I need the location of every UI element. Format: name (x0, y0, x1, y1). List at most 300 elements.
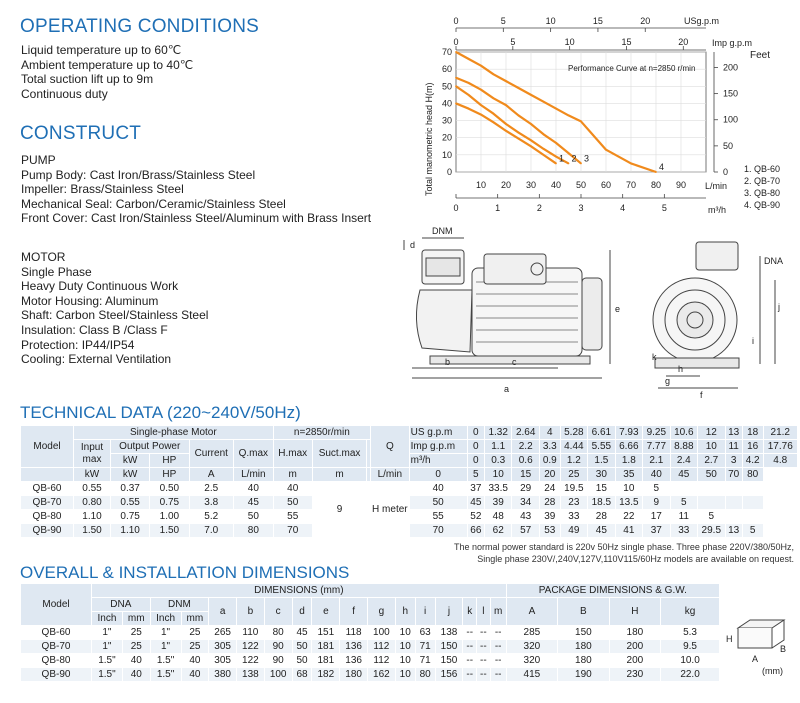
series-point (493, 97, 495, 99)
dh-col: H (609, 598, 660, 626)
chart-usgpm-label: USg.p.m (684, 16, 720, 26)
box-label-h: H (726, 634, 733, 644)
chart-grid (456, 28, 718, 198)
cell: 40 (643, 468, 670, 482)
usgpm-tick-label: 15 (592, 16, 603, 26)
dim-cell: 1" (150, 626, 181, 640)
th-impgpm: Imp g.p.m (409, 440, 467, 454)
tech-head-cell: 70 (409, 524, 467, 538)
y-tick-label: 20 (441, 132, 452, 143)
cell: 0 (467, 454, 484, 468)
cell: 13 (725, 426, 742, 440)
tech-cell-hp: 1.50 (150, 524, 189, 538)
tech-head-cell: 43 (512, 510, 539, 524)
dim-cell: 63 (415, 626, 435, 640)
tech-head-cell (725, 482, 742, 496)
pump-line: PUMP (21, 153, 56, 167)
cell: 4.44 (560, 440, 587, 454)
dim-cell: -- (463, 626, 477, 640)
dh-col: k (463, 598, 477, 626)
tech-head-cell (698, 482, 725, 496)
dim-cell: 380 (209, 668, 237, 682)
cell: 0 (467, 426, 484, 440)
th-suct: Suct.max (312, 440, 367, 468)
y-tick-label: 60 (441, 64, 452, 75)
tech-cell-hp: 0.50 (150, 482, 189, 496)
tech-head-cell: 40 (409, 482, 467, 496)
legend-item-qb90: 4. QB-90 (744, 200, 781, 210)
cell: 6.61 (588, 426, 615, 440)
tech-head-cell: 52 (467, 510, 484, 524)
dh-col: a (209, 598, 237, 626)
series-point (468, 58, 470, 60)
tech-head-cell (742, 482, 763, 496)
cell: 0.6 (512, 454, 539, 468)
tech-row (21, 524, 798, 538)
series-end-label: 3 (584, 153, 590, 164)
tech-head-cell: 53 (539, 524, 560, 538)
dim-cell: 151 (312, 626, 340, 640)
tech-head-cell: 39 (539, 510, 560, 524)
motor-line: MOTOR (21, 250, 66, 264)
series-point (505, 80, 507, 82)
dim-cell: 180 (558, 654, 609, 668)
cell: 4.8 (763, 454, 798, 468)
tech-head-cell: 10 (615, 482, 642, 496)
dim-cell: 230 (609, 668, 660, 682)
tech-cell-model: QB-70 (21, 496, 74, 510)
dim-cell: 10.0 (661, 654, 720, 668)
dh-dims: DIMENSIONS (mm) (92, 584, 507, 598)
th-input: Input max (74, 440, 111, 468)
dim-cell: 180 (340, 668, 368, 682)
impgpm-tick-label: 20 (678, 37, 689, 47)
cell: 1.8 (615, 454, 642, 468)
dim-cell: 40 (181, 654, 209, 668)
tech-head-cell: 48 (484, 510, 511, 524)
th-m3h: m³/h (409, 454, 467, 468)
legend-item-qb60: 1. QB-60 (744, 164, 781, 174)
series-point (480, 114, 482, 116)
tech-head-cell: 15 (588, 482, 615, 496)
dim-cell: 10 (395, 654, 415, 668)
dim-cell: 71 (415, 654, 435, 668)
cell: 17.76 (763, 440, 798, 454)
cell: 1.32 (484, 426, 511, 440)
operating-title: OPERATING CONDITIONS (20, 16, 260, 37)
dim-label-j: j (778, 302, 780, 312)
dim-label-dnm: DNM (432, 226, 453, 236)
cell: 2.2 (512, 440, 539, 454)
tech-head-cell: 50 (409, 496, 467, 510)
dh-dna: DNA (92, 598, 151, 612)
cell: 11 (725, 440, 742, 454)
dim-cell: -- (463, 654, 477, 668)
tech-row (21, 496, 798, 510)
th-a: A (189, 468, 233, 482)
series-point (530, 123, 532, 125)
series-point (480, 65, 482, 67)
tech-head-cell (698, 496, 725, 510)
dim-cell: 136 (340, 640, 368, 654)
series-point (505, 130, 507, 132)
cell: 3 (725, 454, 742, 468)
dh-col: e (312, 598, 340, 626)
motor-line: Protection: IP44/IP54 (21, 337, 135, 352)
operating-line: Ambient temperature up to 40℃ (21, 57, 194, 72)
performance-chart (418, 4, 800, 218)
dim-cell: 136 (340, 654, 368, 668)
series-line-qb-70 (456, 86, 569, 163)
dim-cell: 138 (237, 668, 265, 682)
x-tick-label: 40 (550, 180, 562, 190)
package-box-icon (722, 600, 798, 680)
dim-cell: 80 (415, 668, 435, 682)
series-point (555, 163, 557, 165)
dim-cell: 10 (395, 626, 415, 640)
dim-label-a: a (504, 384, 510, 394)
cell: 2.7 (698, 454, 725, 468)
box-unit-label: (mm) (762, 666, 783, 676)
dim-label-k: k (652, 352, 657, 362)
dim-cell: 90 (264, 654, 292, 668)
tech-cell-q: 50 (233, 510, 273, 524)
dh-model: Model (21, 584, 92, 626)
x-tick-label: 70 (625, 180, 637, 190)
dim-cell: 22.0 (661, 668, 720, 682)
x-tick-label: 30 (525, 180, 537, 190)
series-point (605, 149, 607, 151)
dim-cell: 305 (209, 640, 237, 654)
tech-head-cell: 37 (643, 524, 670, 538)
cell: 15 (512, 468, 539, 482)
dimensions-table (20, 583, 720, 682)
impgpm-tick-label: 0 (453, 37, 459, 47)
dim-cell: 156 (435, 668, 463, 682)
tech-cell-q: 40 (233, 482, 273, 496)
series-point (455, 51, 457, 53)
th-kw2: kW (111, 454, 150, 468)
series-point (530, 94, 532, 96)
series-point (543, 154, 545, 156)
dim-cell: 162 (368, 668, 396, 682)
tech-head-cell: 66 (467, 524, 484, 538)
cell: 10.6 (670, 426, 697, 440)
cell: 3.3 (539, 440, 560, 454)
usgpm-tick-label: 10 (545, 16, 556, 26)
m3h-tick-label: 3 (578, 203, 584, 213)
dim-cell: 1.5" (92, 668, 123, 682)
tech-cell-input: 0.80 (74, 496, 111, 510)
dh-col: kg (661, 598, 720, 626)
dim-cell: 1.5" (92, 654, 123, 668)
series-point (468, 94, 470, 96)
y-tick-label: 50 (441, 81, 452, 92)
cell: 21.2 (763, 426, 798, 440)
y-tick-label: 30 (441, 115, 452, 126)
dim-cell: 112 (368, 654, 396, 668)
dh-col: i (415, 598, 435, 626)
tech-head-cell (670, 482, 697, 496)
cell: 7.93 (615, 426, 642, 440)
series-point (468, 82, 470, 84)
series-point (568, 152, 570, 154)
dh-col: A (506, 598, 557, 626)
dim-cell: 138 (435, 626, 463, 640)
series-point (568, 163, 570, 165)
tech-head-cell: 29 (512, 482, 539, 496)
th-output: Output Power (111, 440, 190, 454)
usgpm-tick-label: 20 (640, 16, 651, 26)
dh-col: f (340, 598, 368, 626)
dim-cell: 1" (92, 626, 123, 640)
dim-label-c: c (512, 357, 517, 367)
tech-cell-kw: 0.37 (111, 482, 150, 496)
dim-cell: 150 (558, 626, 609, 640)
tech-cell-a: 2.5 (189, 482, 233, 496)
tech-head-cell: 5 (670, 496, 697, 510)
dim-cell: 110 (237, 626, 265, 640)
motor-line: Cooling: External Ventilation (21, 352, 172, 367)
pump-spec-list (21, 153, 371, 226)
dim-cell: 9.5 (661, 640, 720, 654)
motor-spec-list (21, 250, 208, 367)
tech-head-cell: 28 (539, 496, 560, 510)
pump-dimension-drawing (400, 220, 800, 400)
dh-col: b (237, 598, 265, 626)
dim-label-e: e (615, 304, 621, 314)
tech-cell-a: 7.0 (189, 524, 233, 538)
th-speed: n=2850r/min (273, 426, 370, 440)
series-point (555, 142, 557, 144)
technical-rows (21, 482, 798, 538)
impgpm-tick-label: 10 (564, 37, 575, 47)
dim-cell: -- (490, 640, 506, 654)
tech-row (21, 510, 798, 524)
cell: 0 (409, 468, 467, 482)
usgpm-tick-label: 0 (453, 16, 459, 26)
dh-col: d (292, 598, 312, 626)
dh-mm1: mm (122, 612, 150, 626)
dim-cell: 1" (92, 640, 123, 654)
series-end-label: 1 (559, 153, 565, 164)
dim-cell: 190 (558, 668, 609, 682)
cell: 2.64 (512, 426, 539, 440)
tech-head-cell: 18.5 (588, 496, 615, 510)
th-hp: HP (150, 454, 189, 468)
impgpm-tick-label: 15 (621, 37, 632, 47)
tech-cell-h: 50 (273, 496, 312, 510)
dim-cell: 40 (181, 668, 209, 682)
cell: 10 (698, 440, 725, 454)
dim-cell: 181 (312, 654, 340, 668)
dim-cell: 1.5" (150, 668, 181, 682)
series-point (518, 115, 520, 117)
cell: 45 (670, 468, 697, 482)
dh-col: g (368, 598, 396, 626)
feet-tick-label: 50 (723, 140, 734, 151)
cell: 20 (539, 468, 560, 482)
tech-cell-hmeter: H meter (371, 482, 410, 538)
dim-cell-model: QB-80 (21, 654, 92, 668)
operating-line: Liquid temperature up to 60℃ (21, 43, 182, 57)
tech-cell-h: 40 (273, 482, 312, 496)
cell: 2.4 (670, 454, 697, 468)
th-m1: m (273, 468, 312, 482)
pump-line: Front Cover: Cast Iron/Stainless Steel/Aluminum with Brass Insert (21, 211, 372, 226)
tech-cell-model: QB-90 (21, 524, 74, 538)
dim-cell: -- (463, 668, 477, 682)
tech-cell-kw: 0.75 (111, 510, 150, 524)
y-tick-label: 40 (441, 98, 452, 109)
feet-tick-label: 0 (723, 167, 729, 177)
series-point (480, 89, 482, 91)
technical-note (300, 541, 794, 565)
tech-head-cell: 33 (670, 524, 697, 538)
tech-head-cell: 5 (742, 524, 763, 538)
series-point (555, 156, 557, 158)
th-q: Q (371, 426, 410, 468)
tech-cell-input: 0.55 (74, 482, 111, 496)
x-tick-label: 10 (475, 180, 487, 190)
dim-cell: 320 (506, 654, 557, 668)
m3h-tick-label: 1 (495, 203, 501, 213)
th-usgpm: US g.p.m (409, 426, 467, 440)
chart-x-label: L/min (705, 181, 728, 191)
dim-cell: -- (477, 626, 491, 640)
dim-cell: 100 (368, 626, 396, 640)
tech-head-cell: 22 (615, 510, 642, 524)
cell: 18 (742, 426, 763, 440)
x-tick-label: 60 (600, 180, 612, 190)
cell: 35 (615, 468, 642, 482)
dh-dnm: DNM (150, 598, 209, 612)
series-point (580, 163, 582, 165)
tech-head-cell: 49 (560, 524, 587, 538)
tech-cell-suct: 9 (312, 482, 367, 538)
dim-row (21, 668, 720, 682)
th-motor: Single-phase Motor (74, 426, 274, 440)
dim-label-g: g (665, 376, 671, 386)
tech-head-cell (742, 510, 763, 524)
dim-cell-model: QB-60 (21, 626, 92, 640)
note-line-2: Single phase 230V/,240V,127V,110V115/60Hz models are available on request. (477, 554, 794, 564)
dimension-rows (21, 626, 720, 682)
tech-cell-a: 3.8 (189, 496, 233, 510)
series-end-label: 2 (571, 153, 577, 164)
tech-head-cell: 33.5 (484, 482, 511, 496)
th-model: Model (21, 426, 74, 468)
dim-cell: 150 (435, 654, 463, 668)
tech-head-cell: 28 (588, 510, 615, 524)
dim-cell: 25 (181, 626, 209, 640)
m3h-tick-label: 0 (453, 203, 459, 213)
dim-cell: -- (477, 668, 491, 682)
cell: 12 (698, 426, 725, 440)
series-point (493, 113, 495, 115)
series-point (455, 77, 457, 79)
series-point (568, 115, 570, 117)
cell: 7.77 (643, 440, 670, 454)
cell: 70 (725, 468, 742, 482)
chart-title: Performance Curve at n=2850 r/min (568, 64, 696, 73)
cell: 0.9 (539, 454, 560, 468)
dim-cell: 122 (237, 640, 265, 654)
operating-line: Total suction lift up to 9m (21, 72, 154, 87)
operating-list (21, 43, 193, 101)
dim-cell: 25 (122, 640, 150, 654)
series-point (505, 123, 507, 125)
pump-line: Impeller: Brass/Stainless Steel (21, 182, 184, 197)
dim-cell: 320 (506, 640, 557, 654)
tech-head-cell (725, 496, 742, 510)
dim-cell: 181 (312, 640, 340, 654)
tech-cell-q: 80 (233, 524, 273, 538)
series-point (505, 104, 507, 106)
dim-cell: 200 (609, 640, 660, 654)
tech-cell-input: 1.50 (74, 524, 111, 538)
cell: 6.66 (615, 440, 642, 454)
cell: 80 (742, 468, 763, 482)
note-line-1: The normal power standard is 220v 50Hz single phase. Three phase 220V/380/50Hz, (453, 542, 794, 552)
chart-m3h-label: m³/h (708, 205, 726, 215)
tech-cell-a: 5.2 (189, 510, 233, 524)
y-tick-label: 10 (441, 149, 452, 160)
dim-cell: 40 (122, 668, 150, 682)
series-point (655, 171, 657, 173)
tech-cell-hp: 1.00 (150, 510, 189, 524)
series-point (630, 163, 632, 165)
cell: 30 (588, 468, 615, 482)
chart-impgpm-label: Imp g.p.m (712, 38, 753, 48)
dim-cell: -- (477, 654, 491, 668)
dim-row (21, 640, 720, 654)
tech-head-cell: 9 (643, 496, 670, 510)
series-point (518, 87, 520, 89)
dim-cell: 415 (506, 668, 557, 682)
m3h-tick-label: 4 (620, 203, 626, 213)
x-tick-label: 20 (500, 180, 512, 190)
motor-line: Motor Housing: Aluminum (21, 293, 159, 308)
dim-label-i: i (752, 336, 754, 346)
tech-head-cell: 29.5 (698, 524, 725, 538)
dh-col: h (395, 598, 415, 626)
series-point (530, 145, 532, 147)
dim-cell: 10 (395, 668, 415, 682)
box-label-a: A (752, 654, 759, 664)
cell: 25 (560, 468, 587, 482)
cell: 10 (484, 468, 511, 482)
box-label-b: B (780, 644, 787, 654)
cell: 4.2 (742, 454, 763, 468)
tech-cell-model: QB-80 (21, 510, 74, 524)
tech-cell-kw: 1.10 (111, 524, 150, 538)
th-qmax: Q.max (233, 440, 273, 468)
dim-row (21, 654, 720, 668)
tech-head-cell: 23 (560, 496, 587, 510)
tech-head-cell: 41 (615, 524, 642, 538)
dim-cell: -- (490, 654, 506, 668)
dim-cell: 182 (312, 668, 340, 682)
tech-head-cell: 11 (670, 510, 697, 524)
tech-head-cell: 45 (467, 496, 484, 510)
dim-label-f: f (700, 390, 703, 400)
legend-item-qb80: 3. QB-80 (744, 188, 781, 198)
cell: 50 (698, 468, 725, 482)
series-end-label: 4 (659, 162, 665, 172)
m3h-tick-label: 5 (661, 203, 667, 213)
cell: 1.2 (560, 454, 587, 468)
